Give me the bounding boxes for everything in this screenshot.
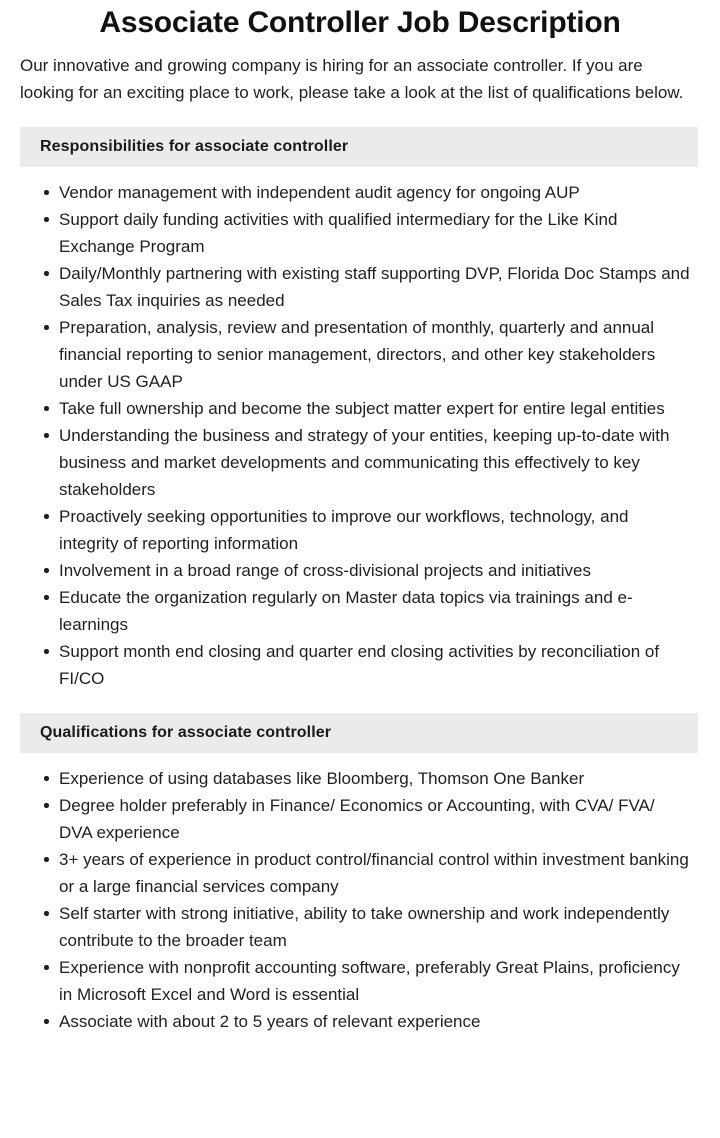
list-item-text: Daily/Monthly partnering with existing staff supporting DVP, Florida Doc Stamps and Sales Tax inquiries as needed xyxy=(59,264,690,310)
bullet-dot-icon xyxy=(44,568,49,573)
list-item xyxy=(20,314,700,395)
list-item-text: Educate the organization regularly on Master data topics via trainings and e-learnings xyxy=(59,588,633,634)
list-item-text: Support daily funding activities with qualified intermediary for the Like Kind Exchange Program xyxy=(59,210,618,256)
bullet-dot-icon xyxy=(44,271,49,276)
list-item-text: Proactively seeking opportunities to improve our workflows, technology, and integrity of reporting information xyxy=(59,507,629,553)
bullet-dot-icon xyxy=(44,325,49,330)
list-item-text: Take full ownership and become the subject matter expert for entire legal entities xyxy=(59,399,665,418)
bullet-dot-icon xyxy=(44,911,49,916)
section-header xyxy=(20,127,698,167)
list-item xyxy=(20,260,700,314)
list-item xyxy=(20,557,700,584)
list-item-text: Understanding the business and strategy of your entities, keeping up-to-date with business and market developments and communicating this effectively to key stakeholders xyxy=(59,426,670,499)
bullet-dot-icon xyxy=(44,965,49,970)
intro-paragraph: Our innovative and growing company is hiring for an associate controller. If you are looking for an exciting place to work, please take a look at the list of qualifications below. xyxy=(20,56,684,102)
bullet-dot-icon xyxy=(44,595,49,600)
list-item xyxy=(20,503,700,557)
list-item xyxy=(20,206,700,260)
bullet-dot-icon xyxy=(44,776,49,781)
list-item xyxy=(20,395,700,422)
list-item-text: 3+ years of experience in product control/financial control within investment banking or a large financial services company xyxy=(59,850,689,896)
page-title: Associate Controller Job Description xyxy=(99,6,621,39)
bullet-dot-icon xyxy=(44,433,49,438)
bullet-dot-icon xyxy=(44,514,49,519)
list-item-text: Experience with nonprofit accounting software, preferably Great Plains, proficiency in Microsoft Excel and Word is essential xyxy=(59,958,680,1004)
bullet-dot-icon xyxy=(44,1019,49,1024)
bullet-dot-icon xyxy=(44,649,49,654)
section-header xyxy=(20,713,698,753)
list-item-text: Experience of using databases like Bloomberg, Thomson One Banker xyxy=(59,769,585,788)
bullet-dot-icon xyxy=(44,217,49,222)
list-item xyxy=(20,954,700,1008)
list-item xyxy=(20,584,700,638)
bullet-dot-icon xyxy=(44,857,49,862)
section xyxy=(20,127,700,692)
bullet-dot-icon xyxy=(44,803,49,808)
bullet-list xyxy=(20,765,700,1035)
sections-container xyxy=(20,127,700,1035)
list-item-text: Associate with about 2 to 5 years of relevant experience xyxy=(59,1012,481,1031)
list-item-text: Degree holder preferably in Finance/ Economics or Accounting, with CVA/ FVA/ DVA experience xyxy=(59,796,655,842)
list-item-text: Self starter with strong initiative, ability to take ownership and work independently contribute to the broader team xyxy=(59,904,670,950)
section xyxy=(20,713,700,1035)
section-heading-label: Qualifications for associate controller xyxy=(40,724,332,741)
list-item-text: Support month end closing and quarter end closing activities by reconciliation of FI/CO xyxy=(59,642,660,688)
list-item xyxy=(20,1008,700,1035)
list-item-text: Involvement in a broad range of cross-divisional projects and initiatives xyxy=(59,561,591,580)
bullet-dot-icon xyxy=(44,190,49,195)
list-item-text: Preparation, analysis, review and presentation of monthly, quarterly and annual financial reporting to senior management, directors, and other key stakeholders under US GAAP xyxy=(59,318,656,391)
list-item xyxy=(20,422,700,503)
list-item xyxy=(20,900,700,954)
bullet-list xyxy=(20,179,700,692)
list-item xyxy=(20,179,700,206)
list-item xyxy=(20,846,700,900)
list-item xyxy=(20,792,700,846)
bullet-dot-icon xyxy=(44,406,49,411)
section-heading-label: Responsibilities for associate controller xyxy=(40,138,349,155)
list-item xyxy=(20,638,700,692)
list-item xyxy=(20,765,700,792)
list-item-text: Vendor management with independent audit agency for ongoing AUP xyxy=(59,183,580,202)
